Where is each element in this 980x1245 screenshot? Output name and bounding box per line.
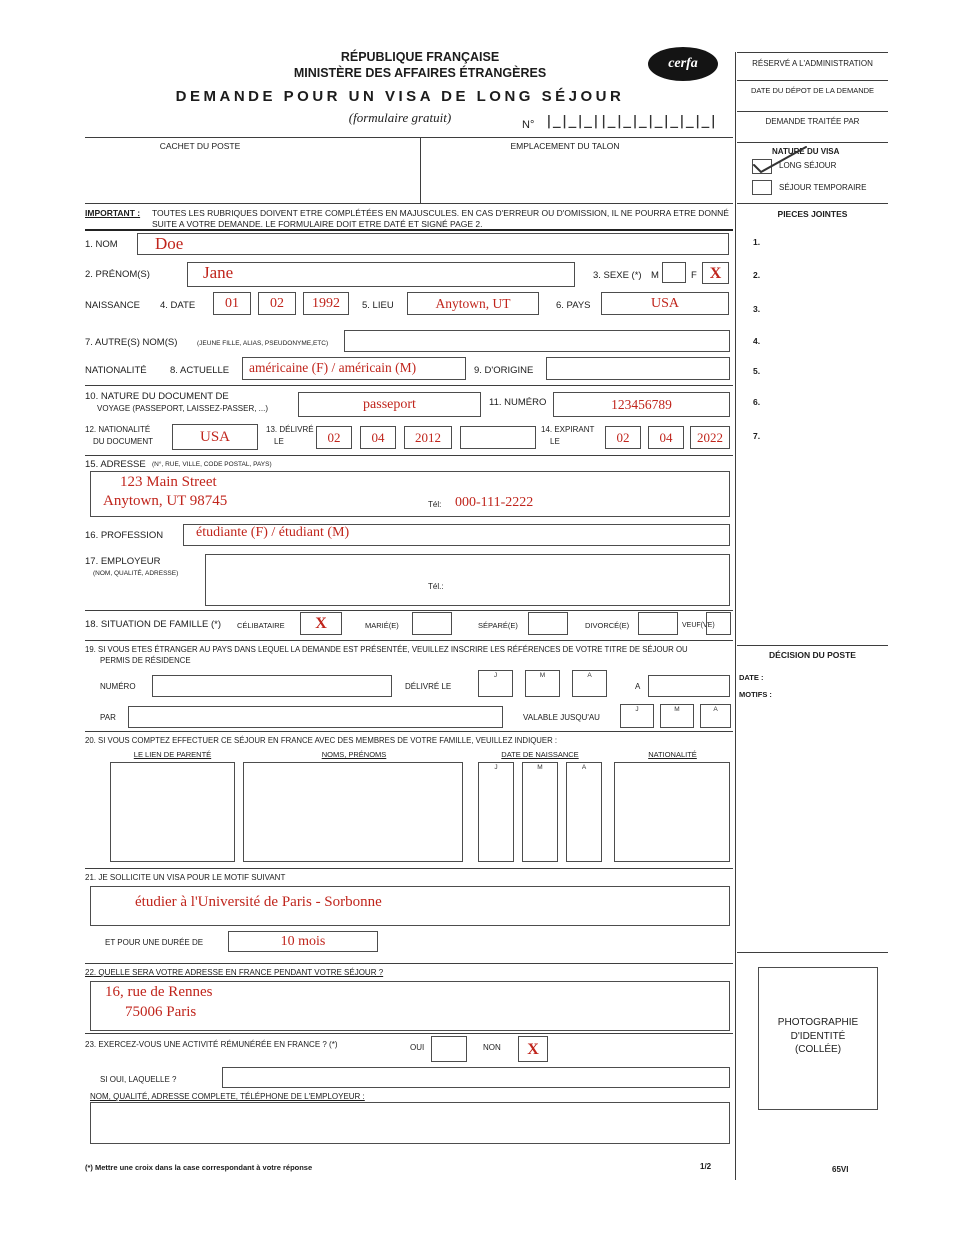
form-subtitle: (formulaire gratuit)	[348, 110, 452, 125]
delivre-month-field[interactable]: 04	[360, 426, 396, 449]
delivre-label-2: LE	[274, 437, 284, 446]
employeur-note: (NOM, QUALITÉ, ADRESSE)	[93, 570, 179, 577]
adresse-line1: 123 Main Street	[120, 474, 217, 490]
q19-valable-day-field[interactable]: J	[620, 704, 654, 728]
ministry-line: MINISTÈRE DES AFFAIRES ÉTRANGÈRES	[293, 65, 547, 80]
date-naissance-label: 4. DATE	[160, 300, 196, 311]
adresse-note: (N°, RUE, VILLE, CODE POSTAL, PAYS)	[152, 461, 272, 468]
autres-noms-note: (JEUNE FILLE, ALIAS, PSEUDONYME,ETC)	[197, 340, 329, 347]
divider	[85, 868, 733, 869]
q20-text: 20. SI VOUS COMPTEZ EFFECTUER CE SÉJOUR EN FRANCE AVEC DES MEMBRES DE VOTRE FAMILLE, VEUILLEZ INDIQUER :	[85, 736, 558, 745]
doc-numero-label: 11. NUMÉRO	[489, 397, 547, 408]
autres-noms-field[interactable]	[344, 330, 730, 352]
sexe-m-label: M	[651, 270, 659, 281]
nom-field[interactable]	[137, 233, 729, 255]
delivre-extra-field[interactable]	[460, 426, 536, 449]
expirant-label-1: 14. EXPIRANT	[541, 425, 595, 434]
famille-label: 18. SITUATION DE FAMILLE (*)	[85, 619, 222, 630]
prenom-field[interactable]	[187, 262, 575, 287]
numero-cells-field[interactable]: |_|_|_||_|_|_|_|_|_|_|	[545, 114, 718, 129]
employeur-label: 17. EMPLOYEUR	[85, 556, 161, 567]
nationalite-origine-field[interactable]	[546, 357, 730, 380]
divider	[737, 111, 888, 112]
profession-label: 16. PROFESSION	[85, 530, 164, 541]
naissance-month-field[interactable]: 02	[258, 292, 296, 315]
profession-value: étudiante (F) / étudiant (M)	[196, 525, 350, 540]
lieu-field[interactable]: Anytown, UT	[407, 292, 539, 315]
q19-valable-label: VALABLE JUSQU'AU	[523, 713, 600, 722]
document-field[interactable]: passeport	[298, 392, 481, 417]
q21-duree-label: ET POUR UNE DURÉE DE	[105, 938, 204, 947]
delivre-year-field[interactable]: 2012	[404, 426, 452, 449]
checkbox-sejour-temporaire[interactable]	[752, 180, 772, 195]
handwritten-check-icon	[746, 141, 812, 177]
delivre-label-1: 13. DÉLIVRÉ	[266, 425, 314, 434]
q19-delivre-year-field[interactable]: A	[572, 670, 607, 697]
decision-date-label: DATE :	[739, 673, 764, 682]
naissance-day-field[interactable]: 01	[213, 292, 251, 315]
divider	[85, 229, 733, 231]
republic-line: RÉPUBLIQUE FRANÇAISE	[340, 50, 500, 64]
nationalite-actuelle-value: américaine (F) / américain (M)	[249, 360, 417, 375]
q22-line2: 75006 Paris	[125, 1004, 197, 1020]
long-sejour-label: LONG SÉJOUR	[779, 161, 837, 170]
piece-number-6: 6.	[753, 397, 761, 407]
q22-label: 22. QUELLE SERA VOTRE ADRESSE EN FRANCE PENDANT VOTRE SÉJOUR ?	[85, 968, 384, 977]
demande-traitee-label: DEMANDE TRAITÉE PAR	[765, 117, 860, 126]
q20-nationalite-field[interactable]	[614, 762, 730, 862]
footer-note: (*) Mettre une croix dans la case correspondant à votre réponse	[85, 1163, 313, 1172]
divider	[737, 952, 888, 953]
employeur-field[interactable]	[205, 554, 730, 606]
lieu-label: 5. LIEU	[362, 300, 394, 311]
ministry-header	[230, 50, 610, 81]
q19-valable-year-field[interactable]: A	[700, 704, 731, 728]
nature-visa-label: NATURE DU VISA	[772, 147, 840, 156]
divider	[85, 731, 733, 732]
important-line1: TOUTES LES RUBRIQUES DOIVENT ETRE COMPLÉTÉES EN MAJUSCULES. EN CAS D'ERREUR OU D'OMISSION, IL NE POURRA ETRE DONNÉ	[152, 208, 729, 218]
photo-label-3: (COLLÉE)	[794, 1044, 842, 1055]
sejour-temporaire-label: SÉJOUR TEMPORAIRE	[779, 183, 867, 192]
expirant-label-2: LE	[550, 437, 560, 446]
doc-nationalite-field[interactable]: USA	[172, 424, 258, 450]
reserved-admin-label: RÉSERVÉ A L'ADMINISTRATION	[752, 59, 873, 68]
autres-noms-label: 7. AUTRE(S) NOM(S)	[85, 337, 178, 348]
divider	[85, 1033, 733, 1034]
divider	[85, 610, 733, 611]
piece-number-4: 4.	[753, 336, 761, 346]
photo-label-2: D'IDENTITÉ	[790, 1030, 846, 1042]
cachet-du-poste-label: CACHET DU POSTE	[159, 141, 241, 151]
divider	[737, 80, 888, 81]
q21-label: 21. JE SOLLICITE UN VISA POUR LE MOTIF SUIVANT	[85, 873, 286, 882]
q23-oui-label: OUI	[410, 1043, 425, 1052]
expirant-day-field[interactable]: 02	[605, 426, 641, 449]
q23-non-label: NON	[483, 1043, 501, 1052]
q20-col-noms-label: NOMS, PRÉNOMS	[321, 750, 387, 759]
checkbox-sexe-m[interactable]	[662, 262, 686, 283]
veuf-label: VEUF(VE)	[682, 622, 715, 629]
nationalite-label: NATIONALITÉ	[85, 365, 147, 376]
q20-naissance-year-field[interactable]: A	[566, 762, 602, 862]
piece-number-1: 1.	[753, 237, 761, 247]
divider	[737, 203, 888, 204]
checkbox-divorce[interactable]	[638, 612, 678, 635]
checkbox-marie[interactable]	[412, 612, 452, 635]
q19-text-line2: PERMIS DE RÉSIDENCE	[100, 656, 191, 665]
q19-valable-month-field[interactable]: M	[660, 704, 694, 728]
numero-label: N°	[522, 119, 535, 131]
q21-motif-value: étudier à l'Université de Paris - Sorbonne	[135, 894, 382, 910]
checkbox-sexe-f[interactable]: X	[702, 262, 729, 284]
divider	[85, 963, 733, 964]
divider	[737, 52, 888, 53]
pays-label: 6. PAYS	[556, 300, 591, 311]
form-title: DEMANDE POUR UN VISA DE LONG SÉJOUR	[175, 88, 625, 105]
q19-a-label: A	[635, 682, 641, 691]
employeur-tel-label: Tél.:	[428, 582, 444, 591]
q19-text-line1: 19. SI VOUS ETES ÉTRANGER AU PAYS DANS LEQUEL LA DEMANDE EST PRÉSENTÉE, VEUILLEZ INSCRIRE LES RÉFÉRENCES DE VOTRE TITRE DE SÉJOUR OU	[85, 645, 688, 654]
q19-a-field[interactable]	[648, 675, 730, 697]
q19-numero-field[interactable]	[152, 675, 392, 697]
sexe-label: 3. SEXE (*)	[593, 270, 642, 281]
checkbox-celibataire[interactable]: X	[300, 612, 342, 635]
important-line2: SUITE A VOTRE DEMANDE. LE FORMULAIRE DOIT ETRE DATÉ ET SIGNÉ PAGE 2.	[152, 219, 483, 230]
marie-label: MARIÉ(E)	[365, 621, 399, 630]
celibataire-label: CÉLIBATAIRE	[237, 621, 285, 630]
prenom-label: 2. PRÉNOM(S)	[85, 269, 150, 280]
expirant-year-field[interactable]: 2022	[690, 426, 730, 449]
sexe-f-label: F	[691, 270, 697, 281]
pieces-jointes-label: PIECES JOINTES	[777, 209, 848, 219]
divorce-label: DIVORCÉ(E)	[585, 621, 630, 630]
naissance-year-field[interactable]: 1992	[303, 292, 349, 315]
q23-label: 23. EXERCEZ-VOUS UNE ACTIVITÉ RÉMUNÉRÉE EN FRANCE ? (*)	[85, 1040, 338, 1049]
q21-duree-field[interactable]: 10 mois	[228, 931, 378, 952]
q20-noms-field[interactable]	[243, 762, 463, 862]
doc-nationalite-label-2: DU DOCUMENT	[93, 437, 153, 446]
divider	[85, 137, 733, 138]
q19-numero-label: NUMÉRO	[100, 682, 136, 691]
cerfa-logo-icon: cerfa	[648, 47, 718, 81]
divider	[85, 640, 733, 641]
q23-si-oui-label: SI OUI, LAQUELLE ?	[100, 1075, 177, 1084]
piece-number-3: 3.	[753, 304, 761, 314]
checkbox-q23-non[interactable]: X	[518, 1036, 548, 1062]
photo-box	[758, 967, 878, 1110]
adresse-line2: Anytown, UT 98745	[103, 493, 228, 509]
q19-par-field[interactable]	[128, 706, 503, 728]
q23-laquelle-field[interactable]	[222, 1067, 730, 1088]
origine-label: 9. D'ORIGINE	[474, 365, 534, 376]
nom-label: 1. NOM	[85, 239, 118, 250]
important-label: IMPORTANT :	[85, 208, 141, 218]
divider	[85, 203, 733, 204]
divider	[85, 385, 733, 386]
q22-line1: 16, rue de Rennes	[105, 984, 213, 1000]
q19-par-label: PAR	[100, 713, 116, 722]
q20-parente-field[interactable]	[110, 762, 235, 862]
divider	[737, 645, 888, 646]
delivre-day-field[interactable]: 02	[316, 426, 352, 449]
important-text	[152, 208, 734, 230]
document-label-2: VOYAGE (PASSEPORT, LAISSEZ-PASSER, ...)	[97, 404, 269, 413]
decision-poste-label: DÉCISION DU POSTE	[769, 650, 856, 660]
divider	[85, 455, 733, 456]
document-label-1: 10. NATURE DU DOCUMENT DE	[85, 391, 229, 402]
adresse-label: 15. ADRESSE	[85, 459, 146, 470]
q19-delivre-day-field[interactable]: J	[478, 670, 513, 697]
q19-delivre-label: DÉLIVRÉ LE	[405, 682, 452, 691]
q20-col-parente-label: LE LIEN DE PARENTÉ	[133, 750, 212, 759]
q19-delivre-month-field[interactable]: M	[525, 670, 560, 697]
piece-number-7: 7.	[753, 431, 761, 441]
form-code: 65VI	[832, 1165, 849, 1174]
doc-nationalite-label-1: 12. NATIONALITÉ	[85, 425, 151, 434]
pays-field[interactable]: USA	[601, 292, 729, 315]
photo-label-1: PHOTOGRAPHIE	[777, 1017, 859, 1028]
divider	[735, 52, 736, 1180]
q20-col-naissance-label: DATE DE NAISSANCE	[501, 750, 579, 759]
emplacement-talon-label: EMPLACEMENT DU TALON	[510, 141, 620, 151]
page-number: 1/2	[700, 1162, 712, 1171]
expirant-month-field[interactable]: 04	[648, 426, 684, 449]
q23-employeur-field[interactable]	[90, 1102, 730, 1144]
naissance-label: NAISSANCE	[85, 300, 140, 311]
checkbox-separe[interactable]	[528, 612, 568, 635]
adresse-tel-value: 000-111-2222	[455, 495, 534, 510]
q20-col-nationalite-label: NATIONALITÉ	[648, 750, 697, 759]
nom-value: Doe	[155, 234, 184, 253]
q23-employeur-label: NOM, QUALITÉ, ADRESSE COMPLETE, TÉLÉPHONE DE L'EMPLOYEUR :	[90, 1092, 365, 1101]
divider	[420, 137, 421, 203]
piece-number-5: 5.	[753, 366, 761, 376]
q20-naissance-day-field[interactable]: J	[478, 762, 514, 862]
prenom-value: Jane	[203, 263, 234, 282]
doc-numero-field[interactable]: 123456789	[553, 392, 730, 417]
adresse-tel-label: Tél:	[428, 500, 442, 509]
date-depot-label: DATE DU DÉPOT DE LA DEMANDE	[750, 86, 875, 95]
actuelle-label: 8. ACTUELLE	[170, 365, 230, 376]
checkbox-q23-oui[interactable]	[431, 1036, 467, 1062]
checkbox-veuf[interactable]	[706, 612, 731, 635]
decision-motifs-label: MOTIFS :	[739, 690, 772, 699]
separe-label: SÉPARÉ(E)	[478, 621, 518, 630]
piece-number-2: 2.	[753, 270, 761, 280]
q20-naissance-month-field[interactable]: M	[522, 762, 558, 862]
